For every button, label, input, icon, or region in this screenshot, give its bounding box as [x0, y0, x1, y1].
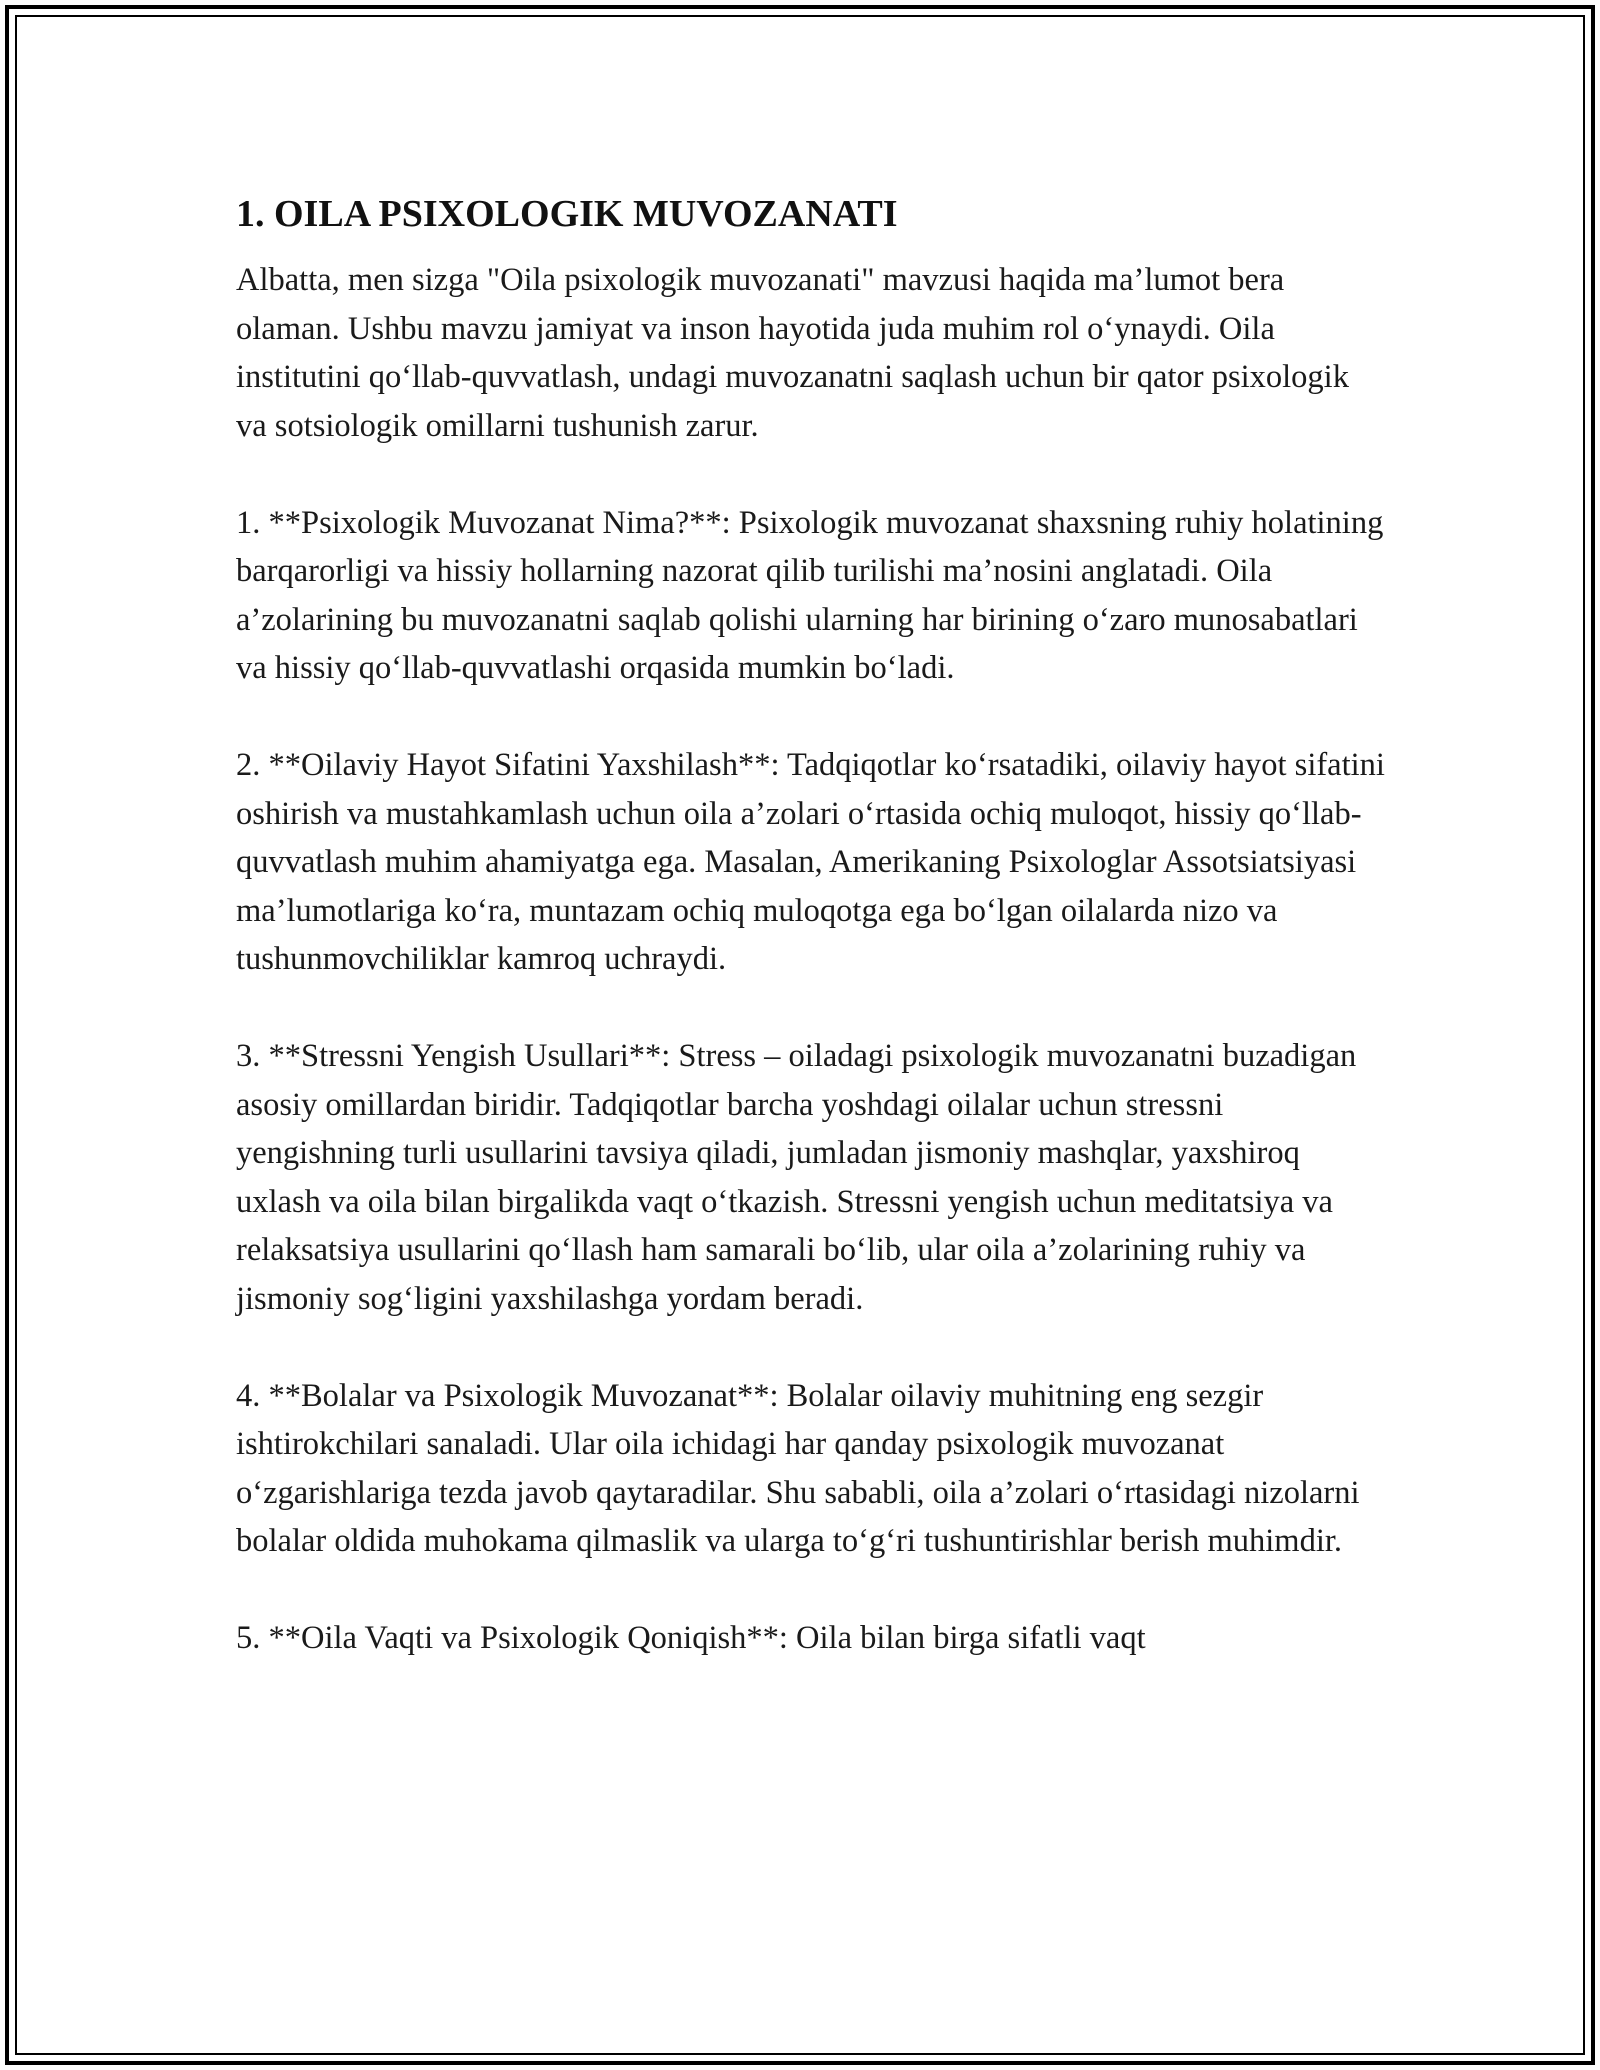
document-title: 1. OILA PSIXOLOGIK MUVOZANATI [236, 193, 898, 235]
document-body [236, 186, 1386, 1663]
paragraph-item-1: 1. **Psixologik Muvozanat Nima?**: Psixologik muvozanat shaxsning ruhiy holatining barqarorligi va hissiy hollarning nazorat qilib turilishi ma’nosini anglatadi. Oila a’zolarining bu muvozanatni saqlab qolishi ularning har birining o‘zaro munosabatlari va hissiy qo‘llab-quvvatlashi orqasida mumkin bo‘ladi. [236, 504, 1384, 686]
paragraph-item-2: 2. **Oilaviy Hayot Sifatini Yaxshilash**: Tadqiqotlar ko‘rsatadiki, oilaviy hayot sifatini oshirish va mustahkamlash uchun oila a’zolari o‘rtasida ochiq muloqot, hissiy qo‘llab-quvvatlash muhim ahamiyatga ega. Masalan, Amerikaning Psixologlar Assotsiatsiyasi ma’lumotlariga ko‘ra, muntazam ochiq muloqotga ega bo‘lgan oilalarda nizo va tushunmovchiliklar kamroq uchraydi. [236, 747, 1385, 977]
paragraph-item-3: 3. **Stressni Yengish Usullari**: Stress – oiladagi psixologik muvozanatni buzadigan asosiy omillardan biridir. Tadqiqotlar barcha yoshdagi oilalar uchun stressni yengishning turli usullarini tavsiya qiladi, jumladan jismoniy mashqlar, yaxshiroq uxlash va oila bilan birgalikda vaqt o‘tkazish. Stressni yengish uchun meditatsiya va relaksatsiya usullarini qo‘llash ham samarali bo‘lib, ular oila a’zolarining ruhiy va jismoniy sog‘ligini yaxshilashga yordam beradi. [236, 1038, 1357, 1317]
intro-paragraph: Albatta, men sizga "Oila psixologik muvozanati" mavzusi haqida ma’lumot bera olaman. Ushbu mavzu jamiyat va inson hayotida juda muhim rol o‘ynaydi. Oila institutini qo‘llab-quvvatlash, undagi muvozanatni saqlash uchun bir qator psixologik va sotsiologik omillarni tushunish zarur. [236, 262, 1349, 444]
paragraph-item-4: 4. **Bolalar va Psixologik Muvozanat**: Bolalar oilaviy muhitning eng sezgir ishtirokchilari sanaladi. Ular oila ichidagi har qanday psixologik muvozanat o‘zgarishlariga tezda javob qaytaradilar. Shu sababli, oila a’zolari o‘rtasidagi nizolarni bolalar oldida muhokama qilmaslik va ularga to‘g‘ri tushuntirishlar berish muhimdir. [236, 1377, 1360, 1559]
paragraph-item-5: 5. **Oila Vaqti va Psixologik Qoniqish**: Oila bilan birga sifatli vaqt [236, 1620, 1146, 1656]
